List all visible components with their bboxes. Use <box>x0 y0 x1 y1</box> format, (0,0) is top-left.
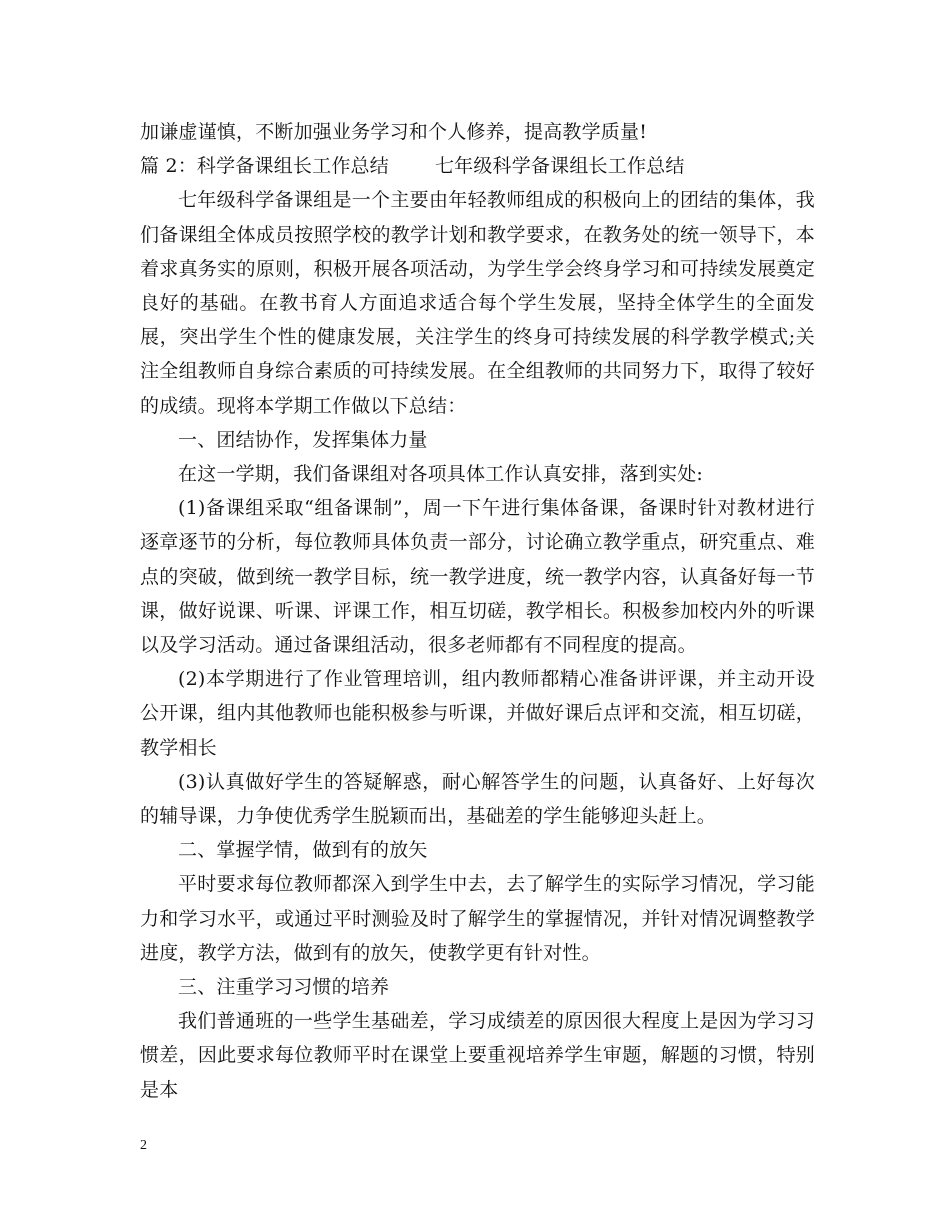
section-heading-2: 二、掌握学情，做到有的放矢 <box>178 839 428 862</box>
page-number: 2 <box>140 1138 147 1153</box>
article-heading-right: 七年级科学备课组长工作总结 <box>434 155 685 178</box>
document-body <box>140 115 815 1107</box>
paragraph-item-3: (3)认真做好学生的答疑解惑，耐心解答学生的问题，认真备好、上好每次的辅导课，力争使优秀学生脱颖而出，基础差的学生能够迎头赶上。 <box>140 770 815 828</box>
paragraph-section-3: 我们普通班的一些学生基础差，学习成绩差的原因很大程度上是因为学习习惯差，因此要求每位教师平时在课堂上要重视培养学生审题，解题的习惯，特别是本 <box>140 1010 815 1101</box>
article-heading-left: 篇 2：科学备课组长工作总结 <box>140 155 389 178</box>
paragraph-item-1: (1)备课组采取“组备课制”，周一下午进行集体备课，备课时针对教材进行逐章逐节的分析，每位教师具体负责一部分，讨论确立教学重点，研究重点、难点的突破，做到统一教学目标，统一教学进度，统一教学内容，认真备好每一节课，做好说课、听课、评课工作，相互切磋，教学相长。积极参加校内外的听课以及学习活动。通过备课组活动，很多老师都有不同程度的提高。 <box>140 497 815 657</box>
paragraph-item-2: (2)本学期进行了作业管理培训，组内教师都精心准备讲评课，并主动开设公开课，组内其他教师也能积极参与听课，并做好课后点评和交流，相互切磋，教学相长 <box>140 668 815 759</box>
article-heading <box>140 149 815 183</box>
section-heading-1: 一、团结协作，发挥集体力量 <box>178 428 428 451</box>
paragraph-intro: 七年级科学备课组是一个主要由年轻教师组成的积极向上的团结的集体，我们备课组全体成员按照学校的教学计划和教学要求，在教务处的统一领导下，本着求真务实的原则，积极开展各项活动，为学生学会终身学习和可持续发展奠定良好的基础。在教书育人方面追求适合每个学生发展，坚持全体学生的全面发展，突出学生个性的健康发展，关注学生的终身可持续发展的科学教学模式;关注全组教师自身综合素质的可持续发展。在全组教师的共同努力下，取得了较好的成绩。现将本学期工作做以下总结： <box>140 189 815 417</box>
paragraph-section-1-intro: 在这一学期，我们备课组对各项具体工作认真安排，落到实处: <box>178 463 704 486</box>
section-heading-3: 三、注重学习习惯的培养 <box>178 976 390 999</box>
paragraph-closing-line: 加谦虚谨慎，不断加强业务学习和个人修养，提高教学质量! <box>140 121 648 143</box>
paragraph-section-2: 平时要求每位教师都深入到学生中去，去了解学生的实际学习情况，学习能力和学习水平，或通过平时测验及时了解学生的掌握情况，并针对情况调整教学进度，教学方法，做到有的放矢，使教学更有针对性。 <box>140 873 815 964</box>
